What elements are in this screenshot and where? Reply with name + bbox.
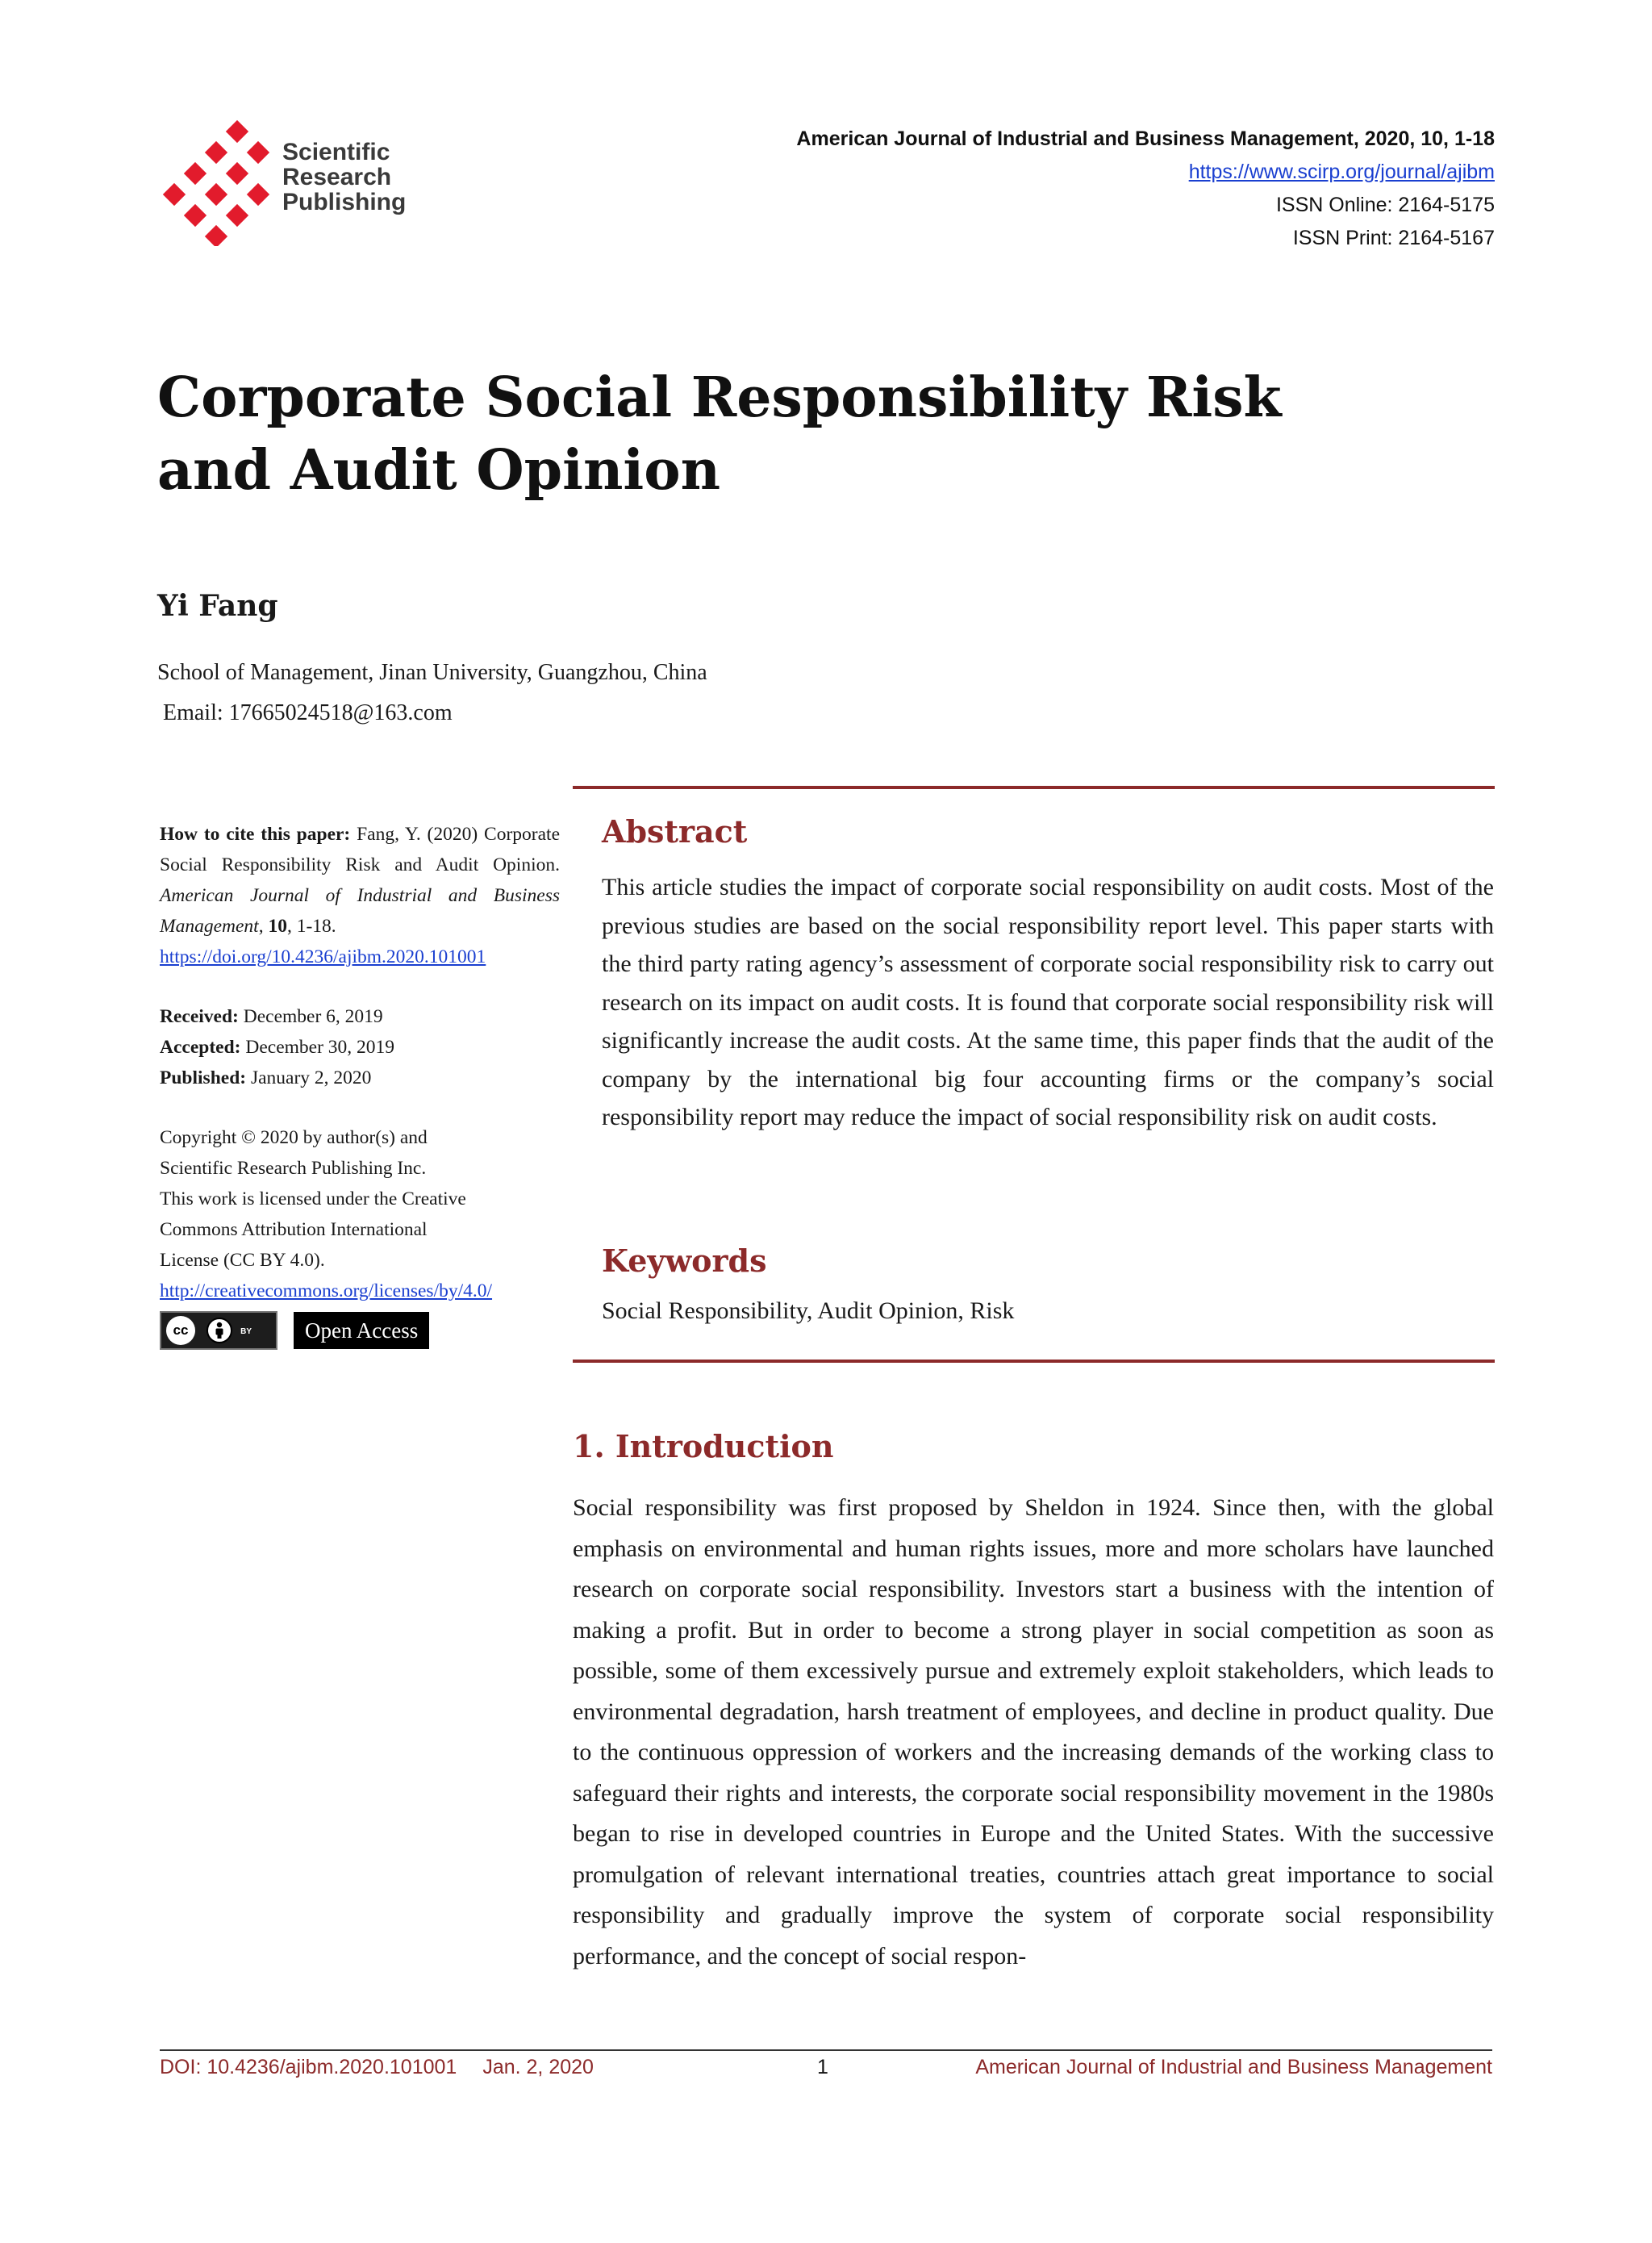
abstract-heading: Abstract	[602, 813, 748, 850]
copyright-line: Commons Attribution International	[160, 1219, 428, 1240]
doi-link[interactable]: https://doi.org/10.4236/ajibm.2020.101001	[160, 946, 486, 967]
footer-doi-date	[160, 2056, 594, 2079]
published-date: January 2, 2020	[250, 1067, 372, 1088]
journal-url-link[interactable]: https://www.scirp.org/journal/ajibm	[1188, 161, 1495, 183]
issn-online: ISSN Online: 2164-5175	[1275, 194, 1495, 216]
cite-text: Fang, Y. (2020) Corporate Social Responsibility Risk and Audit Opinion.	[160, 824, 560, 875]
received-row	[160, 1001, 560, 1032]
received-label: Received:	[160, 1006, 239, 1027]
attribution-person-icon	[206, 1318, 232, 1343]
abstract-text: This article studies the impact of corporate social responsibility on audit costs. Most of the previous studies are based on the social responsibility report level. This paper starts with the third party rating agency’s assessment of corporate social responsibility risk to carry out research on its impact on audit costs. It is found that corporate social responsibility risk will significantly increase the audit costs. At the same time, this paper finds that the audit of the company by the international big four accounting firms or the company’s social responsibility report may reduce the impact of social responsibility risk on audit costs.	[602, 874, 1494, 1130]
accepted-date: December 30, 2019	[245, 1037, 395, 1058]
open-access-badge: Open Access	[294, 1312, 429, 1349]
footer-journal: American Journal of Industrial and Business Management	[975, 2056, 1492, 2078]
dates-block	[160, 1001, 560, 1093]
paper-title-line: Corporate Social Responsibility Risk	[157, 365, 1282, 430]
abstract-bottom-rule	[573, 1360, 1495, 1363]
page-number: 1	[817, 2056, 828, 2078]
cc-by-badge[interactable]	[160, 1311, 277, 1350]
abstract-top-rule	[573, 786, 1495, 789]
copyright-line: Copyright © 2020 by author(s) and	[160, 1127, 428, 1148]
how-to-cite: How to cite this paper: Fang, Y. (2020) Corporate Social Responsibility Risk and Audit Opinion. American Journal of Industrial and Business Management, 10, 1-18. https://doi.org/10.4236/ajibm.2020.101001	[160, 824, 560, 967]
accepted-label: Accepted:	[160, 1037, 241, 1058]
author-name: Yi Fang	[157, 589, 278, 623]
copyright-block	[160, 1122, 560, 1350]
published-label: Published:	[160, 1067, 247, 1088]
publisher-name-line: Publishing	[282, 189, 407, 215]
by-label: BY	[240, 1327, 252, 1336]
license-badges	[160, 1311, 560, 1350]
footer-doi: DOI: 10.4236/ajibm.2020.101001	[160, 2056, 457, 2078]
article-info-sidebar	[160, 819, 560, 1350]
paper-title-line: and Audit Opinion	[157, 438, 721, 503]
received-date: December 6, 2019	[243, 1006, 383, 1027]
scirp-diamond-logo-icon	[158, 117, 271, 246]
page-footer	[160, 2056, 1492, 2088]
cite-volume: 10	[268, 916, 287, 937]
author-email: Email: 17665024518@163.com	[163, 700, 453, 725]
keywords-text: Social Responsibility, Audit Opinion, Risk	[602, 1297, 1015, 1324]
cite-label: How to cite this paper:	[160, 824, 351, 845]
cite-pages: , 1-18.	[286, 916, 336, 937]
issn-print: ISSN Print: 2164-5167	[1292, 227, 1495, 249]
introduction-text: Social responsibility was first proposed by Sheldon in 1924. Since then, with the global emphasis on environmental and human rights issues, more and more scholars have launched research on corporate social responsibility. Investors start a business with the intention of making a profit. But in order to become a strong player in social competition as soon as possible, some of them excessively pursue and extremely exploit stakeholders, which leads to environmental degradation, harsh treatment of employees, and decline in product quality. Due to the continuous oppression of workers and the increasing demands of the working class to safeguard their rights and interests, the corporate social responsibility movement in the 1980s began to rise in developed countries in Europe and the United States. With the successive promulgation of relevant international treaties, countries attach great importance to social responsibility and gradually improve the system of corporate social responsibility performance, and the concept of social respon-	[573, 1494, 1494, 1969]
paper-title	[157, 361, 1367, 507]
footer-rule	[160, 2049, 1492, 2051]
published-row	[160, 1063, 560, 1093]
copyright-line: This work is licensed under the Creative	[160, 1188, 466, 1209]
publisher-name-line: Scientific	[282, 139, 390, 165]
publisher-name-line: Research	[282, 164, 392, 190]
footer-date: Jan. 2, 2020	[482, 2056, 594, 2078]
journal-header	[796, 123, 1495, 255]
author-affiliation: School of Management, Jinan University, Guangzhou, China	[157, 660, 707, 685]
cite-journal: American Journal of Industrial and Business Management	[160, 885, 560, 937]
journal-citation: American Journal of Industrial and Business Management, 2020, 10, 1-18	[796, 127, 1495, 150]
keywords-heading: Keywords	[602, 1243, 767, 1279]
copyright-line: License (CC BY 4.0).	[160, 1250, 325, 1271]
publisher-logo	[158, 117, 432, 246]
introduction-heading: 1. Introduction	[573, 1428, 834, 1464]
publisher-name	[282, 140, 406, 215]
copyright-line: Scientific Research Publishing Inc.	[160, 1158, 427, 1179]
cc-icon: cc	[166, 1316, 195, 1345]
accepted-row	[160, 1032, 560, 1063]
license-link[interactable]: http://creativecommons.org/licenses/by/4.0/	[160, 1280, 493, 1301]
